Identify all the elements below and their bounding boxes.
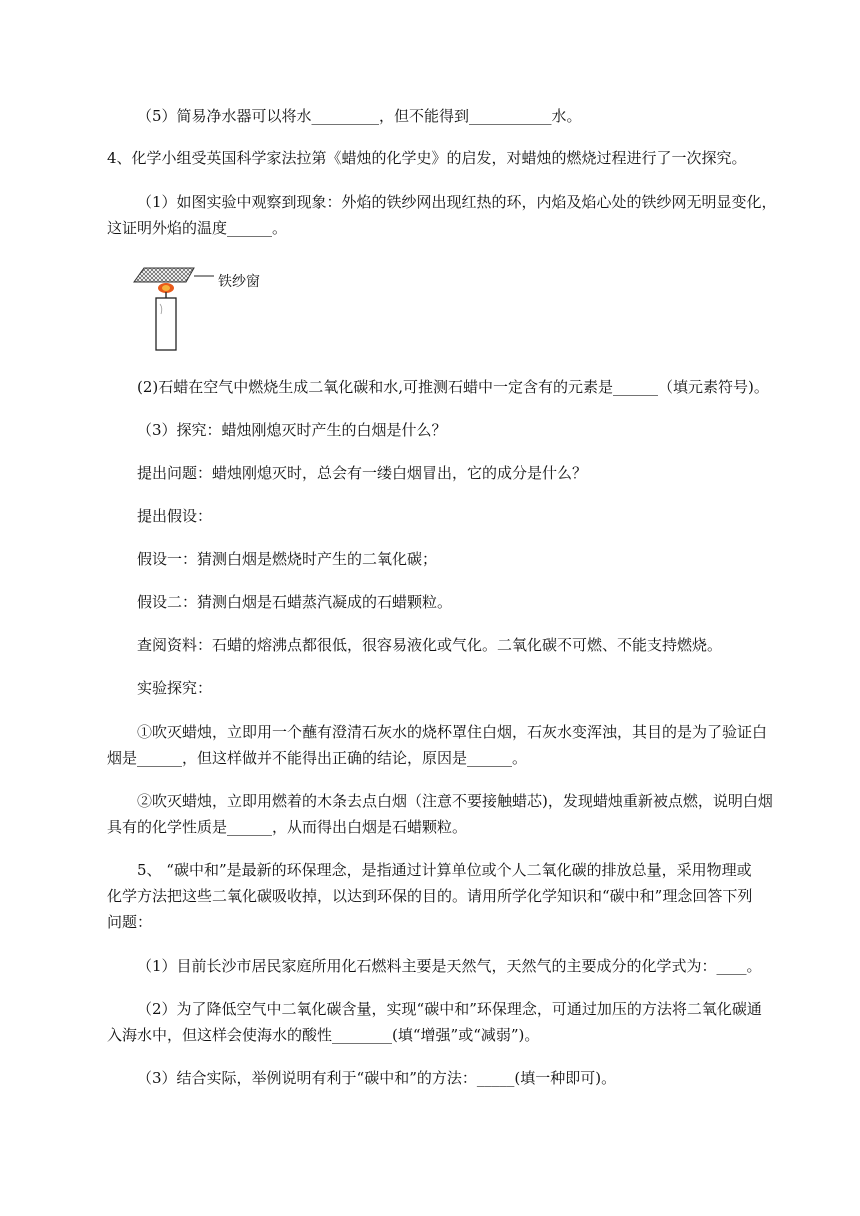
- question-4-part-1-line-2: 这证明外焰的温度______。: [107, 219, 288, 237]
- candle-gauze-figure: [130, 264, 290, 354]
- experiment-1-line-1: ①吹灭蜡烛，立即用一个蘸有澄清石灰水的烧杯罩住白烟，石灰水变浑浊，其目的是为了验证白: [137, 723, 768, 741]
- question-4-part-1-line-1: （1）如图实验中观察到现象：外焰的铁纱网出现红热的环，内焰及焰心处的铁纱网无明显变化，: [137, 193, 777, 211]
- question-4-question: 提出问题：蜡烛刚熄灭时，总会有一缕白烟冒出，它的成分是什么？: [137, 464, 588, 482]
- hypothesis-1: 假设一：猜测白烟是燃烧时产生的二氧化碳；: [137, 550, 438, 568]
- reference-info: 查阅资料：石蜡的熔沸点都很低，很容易液化或气化。二氧化碳不可燃、不能支持燃烧。: [137, 636, 723, 654]
- gauze-shape: [134, 268, 194, 282]
- question-5-intro-line-1: 5、 “碳中和”是最新的环保理念，是指通过计算单位或个人二氧化碳的排放总量，采用物理或: [137, 861, 752, 879]
- experiment-1-line-2: 烟是______，但这样做并不能得出正确的结论，原因是______。: [107, 749, 528, 767]
- question-4-intro: 4、化学小组受英国科学家法拉第《蜡烛的化学史》的启发，对蜡烛的燃烧过程进行了一次探究。: [107, 149, 747, 167]
- hypothesis-title: 提出假设：: [137, 507, 213, 525]
- question-4-part-3: （3）探究：蜡烛刚熄灭时产生的白烟是什么？: [137, 421, 447, 439]
- question-5-part-3: （3）结合实际，举例说明有利于“碳中和”的方法：_____(填一种即可)。: [137, 1069, 617, 1087]
- question-5-part-2-line-1: （2）为了降低空气中二氧化碳含量，实现“碳中和”环保理念，可通过加压的方法将二氧化碳通: [137, 1000, 762, 1018]
- question-5-intro-line-3: 问题：: [107, 913, 153, 931]
- hypothesis-2: 假设二：猜测白烟是石蜡蒸汽凝成的石蜡颗粒。: [137, 593, 453, 611]
- question-4-part-2: (2)石蜡在空气中燃烧生成二氧化碳和水,可推测石蜡中一定含有的元素是______（填元素符号)。: [137, 378, 769, 396]
- question-3-part-5: （5）简易净水器可以将水_________，但不能得到___________水。: [137, 107, 582, 125]
- experiment-title: 实验探究：: [137, 679, 213, 697]
- figure-label: 铁纱窗: [218, 274, 260, 290]
- question-5-part-1: （1）目前长沙市居民家庭所用化石燃料主要是天然气，天然气的主要成分的化学式为：____。: [137, 957, 762, 975]
- candle-gauze-diagram: [130, 264, 290, 354]
- question-5-part-2-line-2: 入海水中，但这样会使海水的酸性________(填“增强”或“减弱”)。: [107, 1026, 540, 1044]
- candle-shape: [156, 298, 176, 350]
- experiment-2-line-1: ②吹灭蜡烛，立即用燃着的木条去点白烟（注意不要接触蜡芯)，发现蜡烛重新被点燃，说明白烟: [137, 792, 773, 810]
- question-5-intro-line-2: 化学方法把这些二氧化碳吸收掉，以达到环保的目的。请用所学化学知识和“碳中和”理念回答下列: [107, 887, 753, 905]
- experiment-2-line-2: 具有的化学性质是______，从而得出白烟是石蜡颗粒。: [107, 818, 468, 836]
